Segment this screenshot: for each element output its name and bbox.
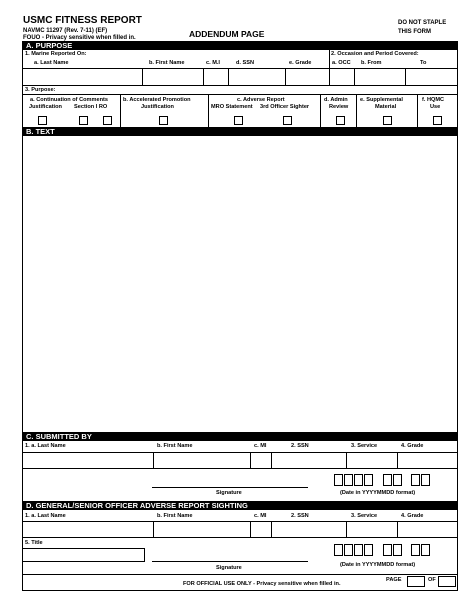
purpose-c-mro: MRO Statement: [211, 104, 253, 110]
purpose-a-justification: Justification: [29, 104, 62, 110]
submitted-first-name-label: b. First Name: [157, 443, 193, 449]
section-a-header: A. PURPOSE: [22, 41, 458, 50]
sighting-signature-field[interactable]: [152, 544, 308, 561]
sighting-ssn-field[interactable]: [272, 522, 346, 537]
purpose-a-justification-checkbox[interactable]: [38, 116, 47, 125]
submitted-grade-label: 4. Grade: [401, 443, 424, 449]
section-b-header: B. TEXT: [22, 127, 458, 136]
grade-label: e. Grade: [289, 60, 312, 66]
purpose-a-title: a. Continuation of Comments: [30, 97, 108, 103]
submitted-last-name-label: 1. a. Last Name: [25, 443, 66, 449]
purpose-b-justification: Justification: [141, 104, 174, 110]
submitted-signature-label: Signature: [216, 490, 242, 496]
staple-notice-line2: THIS FORM: [398, 29, 431, 35]
sighting-grade-label: 4. Grade: [401, 513, 424, 519]
sighting-service-field[interactable]: [347, 522, 397, 537]
mi-field[interactable]: [204, 69, 228, 85]
sighting-last-name-label: 1. a. Last Name: [25, 513, 66, 519]
sighting-date-format-label: (Date in YYYYMMDD format): [340, 562, 416, 568]
submitted-date-digit-5[interactable]: [383, 474, 392, 486]
purpose-e-material: Material: [375, 104, 397, 110]
sighting-date-digit-5[interactable]: [383, 544, 392, 556]
purpose-c-mro-checkbox[interactable]: [234, 116, 243, 125]
purpose-f-title: f. HQMC: [422, 97, 445, 103]
purpose-f-use: Use: [430, 104, 441, 110]
form-title: USMC FITNESS REPORT: [23, 15, 142, 26]
submitted-last-name-field[interactable]: [22, 453, 153, 468]
purpose-c-sighter-checkbox[interactable]: [283, 116, 292, 125]
submitted-date-digit-4[interactable]: [364, 474, 373, 486]
sighting-ssn-label: 2. SSN: [291, 513, 309, 519]
purpose-d-checkbox[interactable]: [336, 116, 345, 125]
submitted-ssn-label: 2. SSN: [291, 443, 309, 449]
sighting-first-name-field[interactable]: [154, 522, 250, 537]
submitted-date-digit-1[interactable]: [334, 474, 343, 486]
purpose-b-checkbox[interactable]: [159, 116, 168, 125]
submitted-signature-field[interactable]: [152, 471, 308, 487]
sighting-date-digit-6[interactable]: [393, 544, 402, 556]
section-c-header: C. SUBMITTED BY: [22, 432, 458, 441]
sighting-title-label: 5. Title: [25, 540, 43, 546]
sighting-date-digit-1[interactable]: [334, 544, 343, 556]
footer-privacy-notice: FOR OFFICIAL USE ONLY - Privacy sensitive when filled in.: [183, 581, 341, 587]
sighting-last-name-field[interactable]: [22, 522, 153, 537]
last-name-field[interactable]: [22, 69, 142, 85]
purpose-e-checkbox[interactable]: [383, 116, 392, 125]
sighting-signature-label: Signature: [216, 565, 242, 571]
sighting-first-name-label: b. First Name: [157, 513, 193, 519]
submitted-date-digit-6[interactable]: [393, 474, 402, 486]
sighting-date-digit-3[interactable]: [354, 544, 363, 556]
purpose-e-title: e. Supplemental: [360, 97, 403, 103]
staple-notice-line1: DO NOT STAPLE: [398, 20, 447, 26]
submitted-date-digit-3[interactable]: [354, 474, 363, 486]
sighting-date-digit-2[interactable]: [344, 544, 353, 556]
from-date-field[interactable]: [355, 69, 405, 85]
purpose-c-title: c. Adverse Report: [237, 97, 285, 103]
submitted-date-digit-8[interactable]: [421, 474, 430, 486]
text-area[interactable]: [23, 136, 457, 431]
sighting-date-digit-8[interactable]: [421, 544, 430, 556]
occasion-period-label: 2. Occasion and Period Covered:: [331, 51, 419, 57]
sighting-date-digit-4[interactable]: [364, 544, 373, 556]
submitted-mi-field[interactable]: [251, 453, 271, 468]
ssn-label: d. SSN: [236, 60, 255, 66]
occ-label: a. OCC: [332, 60, 351, 66]
occ-field[interactable]: [330, 69, 354, 85]
submitted-date-digit-2[interactable]: [344, 474, 353, 486]
submitted-mi-label: c. MI: [254, 443, 267, 449]
last-name-label: a. Last Name: [34, 60, 69, 66]
sighting-date-digit-7[interactable]: [411, 544, 420, 556]
sighting-service-label: 3. Service: [351, 513, 378, 519]
of-label: OF: [428, 577, 436, 583]
sighting-mi-field[interactable]: [251, 522, 271, 537]
sighting-title-field[interactable]: [22, 548, 145, 562]
submitted-ssn-field[interactable]: [272, 453, 346, 468]
page-total-field[interactable]: [438, 576, 456, 587]
form-number: NAVMC 11297 (Rev. 7-11) (EF): [23, 28, 108, 34]
page-label: PAGE: [386, 577, 402, 583]
ssn-field[interactable]: [229, 69, 285, 85]
from-label: b. From: [361, 60, 382, 66]
marine-reported-on-label: 1. Marine Reported On:: [25, 51, 87, 57]
mi-label: c. M.I: [206, 60, 220, 66]
sighting-mi-label: c. MI: [254, 513, 267, 519]
section-d-header: D. GENERAL/SENIOR OFFICER ADVERSE REPORT SIGHTING: [22, 501, 458, 510]
submitted-service-label: 3. Service: [351, 443, 378, 449]
purpose-f-checkbox[interactable]: [433, 116, 442, 125]
first-name-field[interactable]: [143, 69, 203, 85]
to-label: To: [420, 60, 427, 66]
submitted-date-digit-7[interactable]: [411, 474, 420, 486]
purpose-label: 3. Purpose:: [25, 87, 56, 93]
submitted-first-name-field[interactable]: [154, 453, 250, 468]
purpose-a-section-i-checkbox[interactable]: [79, 116, 88, 125]
page-number-field[interactable]: [407, 576, 425, 587]
purpose-d-review: Review: [329, 104, 349, 110]
purpose-a-section-i: Section I RO: [74, 104, 108, 110]
page-title: ADDENDUM PAGE: [189, 29, 265, 39]
privacy-notice-top: FOUO - Privacy sensitive when filled in.: [23, 35, 136, 41]
submitted-date-format-label: (Date in YYYYMMDD format): [340, 490, 416, 496]
purpose-b-title: b. Accelerated Promotion: [123, 97, 191, 103]
purpose-c-sighter: 3rd Officer Sighter: [260, 104, 310, 110]
purpose-a-extra-checkbox[interactable]: [103, 116, 112, 125]
sighting-grade-field[interactable]: [398, 522, 458, 537]
submitted-grade-field[interactable]: [398, 453, 458, 468]
to-date-field[interactable]: [406, 69, 458, 85]
first-name-label: b. First Name: [149, 60, 185, 66]
grade-field[interactable]: [286, 69, 329, 85]
purpose-d-title: d. Admin: [324, 97, 348, 103]
submitted-service-field[interactable]: [347, 453, 397, 468]
